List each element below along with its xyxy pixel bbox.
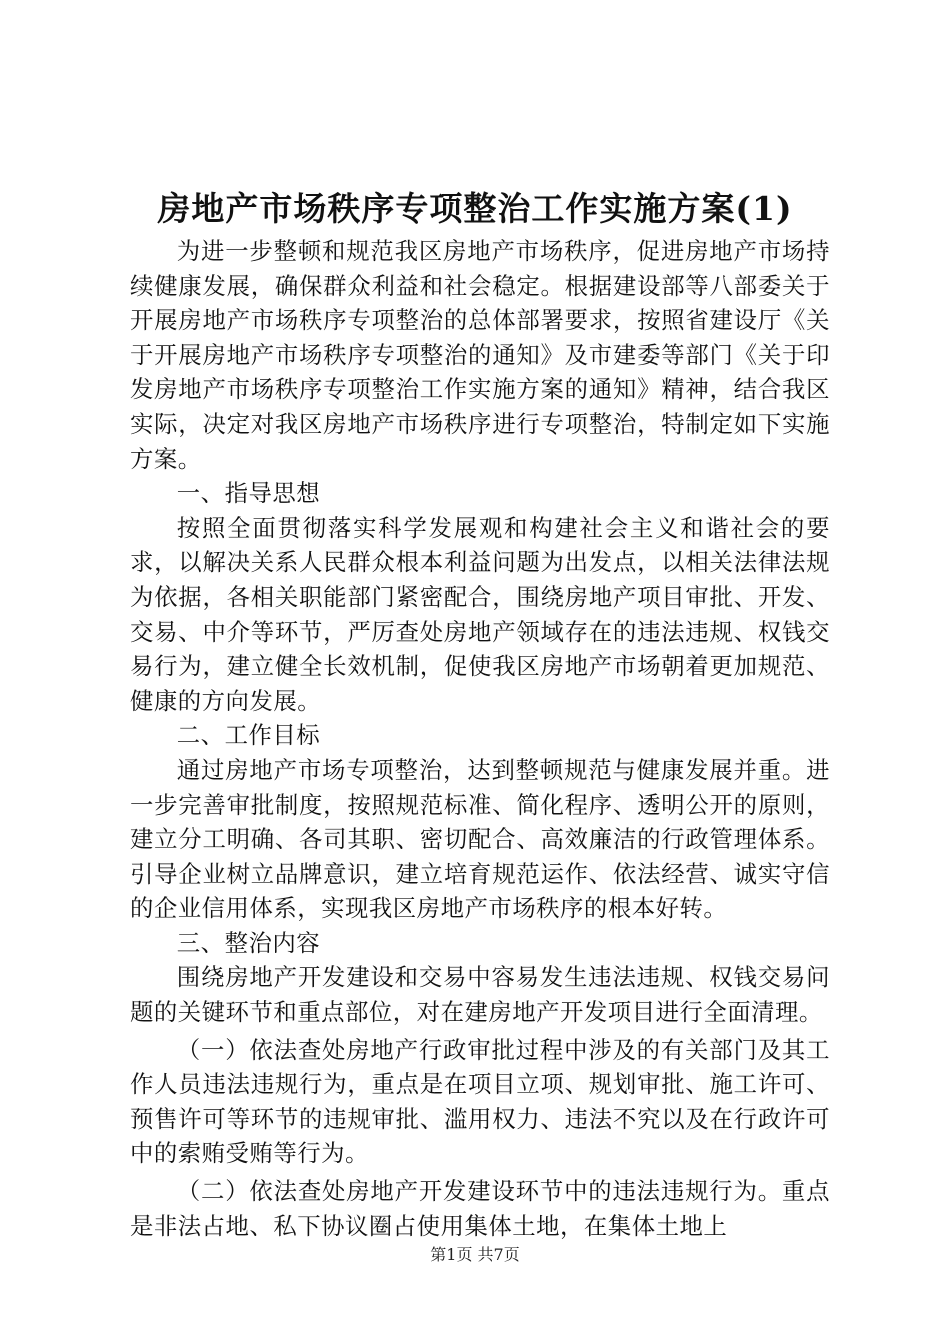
item-one-paragraph: （一）依法查处房地产行政审批过程中涉及的有关部门及其工作人员违法违规行为，重点是在项目立项、规划审批、施工许可、预售许可等环节的违规审批、滥用权力、违法不究以及在行政许可中的索贿受贿等行为。 bbox=[130, 1035, 830, 1168]
section-heading-rectification-content: 三、整治内容 bbox=[176, 928, 321, 957]
rectification-content-paragraph: 围绕房地产开发建设和交易中容易发生违法违规、权钱交易问题的关键环节和重点部位，对在建房地产开发项目进行全面清理。 bbox=[130, 963, 830, 1027]
page-footer: 第1页 共7页 bbox=[430, 1245, 520, 1264]
document-title: 房地产市场秩序专项整治工作实施方案(1) bbox=[157, 189, 793, 228]
work-goals-paragraph: 通过房地产市场专项整治，达到整顿规范与健康发展并重。进一步完善审批制度，按照规范标准、简化程序、透明公开的原则，建立分工明确、各司其职、密切配合、高效廉洁的行政管理体系。引导企业树立品牌意识，建立培育规范运作、依法经营、诚实守信的企业信用体系，实现我区房地产市场秩序的根本好转。 bbox=[130, 755, 830, 923]
section-heading-guiding-ideology: 一、指导思想 bbox=[176, 479, 321, 508]
guiding-ideology-paragraph: 按照全面贯彻落实科学发展观和构建社会主义和谐社会的要求，以解决关系人民群众根本利益问题为出发点，以相关法律法规为依据，各相关职能部门紧密配合，围绕房地产项目审批、开发、交易、中介等环节，严厉查处房地产领域存在的违法违规、权钱交易行为，建立健全长效机制，促使我区房地产市场朝着更加规范、健康的方向发展。 bbox=[130, 513, 830, 715]
intro-paragraph: 为进一步整顿和规范我区房地产市场秩序，促进房地产市场持续健康发展，确保群众利益和社会稳定。根据建设部等八部委关于开展房地产市场秩序专项整治的总体部署要求，按照省建设厅《关于开展房地产市场秩序专项整治的通知》及市建委等部门《关于印发房地产市场秩序专项整治工作实施方案的通知》精神，结合我区实际，决定对我区房地产市场秩序进行专项整治，特制定如下实施方案。 bbox=[130, 237, 830, 473]
section-heading-work-goals: 二、工作目标 bbox=[176, 721, 321, 750]
document-body bbox=[130, 234, 830, 1243]
item-two-paragraph: （二）依法查处房地产开发建设环节中的违法违规行为。重点是非法占地、私下协议圈占使用集体土地，在集体土地上 bbox=[130, 1177, 830, 1240]
